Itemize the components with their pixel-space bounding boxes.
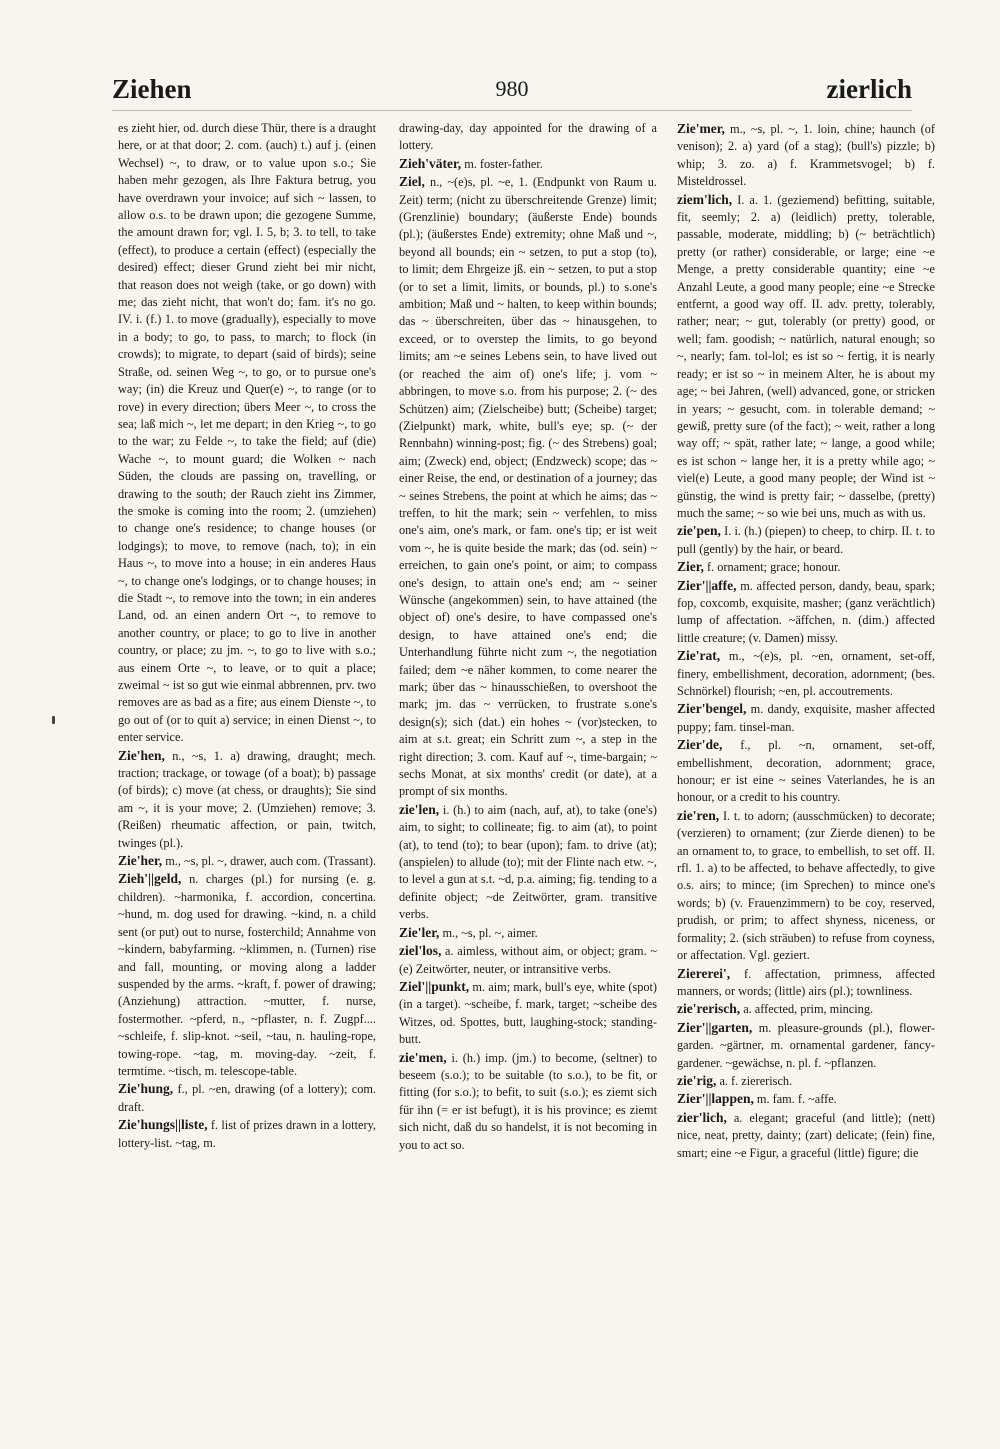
entry-headword: zier'lich, [677,1109,727,1125]
entry-definition: m. fam. f. ~affe. [756,1092,837,1107]
dictionary-entry [399,173,657,801]
entry-definition: m., ~s, pl. ~, drawer, auch com. (Trassant). [165,854,376,869]
entry-definition: n., ~(e)s, pl. ~e, 1. (Endpunkt von Raum u. Zeit) term; (nicht zu überschreitende Grenze) limit; (Grenzlinie) boundary; (äußerste Ende) bounds (pl.); (äußerstes Ende) extremity; ohne Maß und ~, beyond all bounds; ein ~ setzen, to put a stop (to), to limit; dem Ehrgeize jß. ein ~ setzen, to put a stop (or to set a limit, limits, or bounds, pl.) to s.one's ambition; Maß und ~ halten, to keep within bounds; das ~ überschreiten, über das ~ hinausgehen, to exceed, or to overstep the limits, to go beyond limits; am ~e seines Lebens sein, to have lived out (or reached the aim of) one's life; j. vom ~ abbringen, to move s.o. from his purpose; 2. (~ des Schützen) aim; (Zielscheibe) butt; (Scheibe) target; (Zielpunkt) mark, white, bull's eye; sp. (~ der Rennbahn) winning-post; fig. (~ des Strebens) goal; aim; (Zweck) end, object; (Endzweck) scope; das ~ einer Reise, the end, or destination of a journey; das ~ seines Strebens, the point at which he aims; das ~ treffen, to hit the mark; sein ~ verfehlen, to miss one's aim, one's mark, or fam. one's tip; er ist weit vom ~, he is quite beside the mark; das (od. sein) ~ erreichen, to gain one's point, or aim; to compass one's design, to attain one's end; am ~ seiner Wünsche (angekommen) sein, to have attained (the object of) one's desire, to have compassed one's design, to have attained one's end; die Unterhandlung führte nicht zum ~, the negotiation failed; dem ~e näher kommen, to come nearer the mark; über das ~ hinausschießen, to overshoot the mark; jm. das ~ verrücken, to frustrate s.one's design(s); sich (dat.) ein hohes ~ (vor)stecken, to aim at s.t. great; ein Schritt zum ~, a step in the right direction; 3. com. Kauf auf ~, time-bargain; ~ sechs Monat, at six months' credit (or date), at a prompt of six months. [399,175,657,799]
entry-headword: Zie'hen, [118,747,165,763]
entry-definition: m. dandy, exquisite, masher affected puppy; fam. tinsel-man. [677,702,935,734]
entry-definition: m., ~s, pl. ~, aimer. [442,925,538,940]
dictionary-entry [118,852,376,870]
entry-definition: f., pl. ~n, ornament, set-off, embellishment, decoration, adornment; grace, honour; er ist eine ~ seines Vaterlandes, he is an honour, or a credit to his country. [677,738,935,805]
entry-definition: a. f. ziererisch. [719,1073,793,1088]
entry-headword: Zie'her, [118,853,163,869]
entry-definition: m. aim; mark, bull's eye, white (spot) (in a target). ~scheibe, f. mark, target; ~scheibe des Witzes, od. Spottes, butt, laughing-stock; standing-butt. [399,979,657,1047]
dictionary-entry [399,978,657,1049]
entry-headword: Ziel, [399,174,425,190]
column-2 [399,120,657,1320]
left-running-headword: Ziehen [112,74,192,104]
entry-headword: zie'rerisch, [677,1001,741,1017]
entry-headword: Zieh'väter, [399,155,462,171]
entry-definition: f. ornament; grace; honour. [706,560,841,575]
dictionary-entry [677,1072,935,1090]
dictionary-entry [118,747,376,852]
dictionary-entry [677,965,935,1001]
entry-headword: Zier'de, [677,737,723,753]
entry-headword: Zie'rat, [677,648,721,664]
entry-definition: m. foster-father. [464,156,543,171]
entry-definition: n. charges (pl.) for nursing (e. g. children). ~harmonika, f. accordion, concertina. ~hund, m. dog used for drawing. ~kind, n. a child sent (or put) out to nurse, fosterchild; Annahme von ~kindern, babyfarming. ~klimmen, n. (Turnen) rise and fall, mounting, or moving along a ladder suspended by the arms. ~kraft, f. power of drawing; (Anziehung) attraction. ~mutter, f. nurse, fostermother. ~pferd, n., ~pflaster, n. f. Zugpf.... ~schleife, f. slip-knot. ~seil, ~tau, n. hauling-rope, towing-rope. ~tag, m. moving-day. ~zeit, f. termtime. ~tisch, m. telescope-table. [118,872,376,1078]
dictionary-entry [399,1049,657,1154]
dictionary-entry [677,807,935,965]
entry-headword: Ziererei', [677,965,731,981]
entry-headword: Zier'||lappen, [677,1091,754,1107]
dictionary-entry [677,1019,935,1072]
column-1 [118,120,376,1320]
entry-definition: m. pleasure-grounds (pl.), flower-garden. ~gärtner, m. ornamental gardener, fancy-gardener. ~gewächse, n. pl. f. ~pflanzen. [677,1020,935,1070]
continuation-text: es zieht hier, od. durch diese Thür, there is a draught here, or at that door; 2. com. (auch) t.) auf j. (einen Wechsel) ~, to draw, or to value upon s.o.; Sie haben mehr gezogen, als Ihre Faktura betrug, you have overdrawn your invoice; auf sich ~ lassen, to allow o.s. to be drawn upon; die gezogene Summe, the amount drawn for; vgl. I. 5, b; 3. to tell, to take (effect), to produce a certain (effect) (especially the desired) effect; dieser Grund zieht bei mir nicht, that reason does not weigh (take, or go down) with me; das zieht nicht, that won't do; fam. it's no go. IV. i. (f.) 1. to move (gradually), especially to move in a body; to go, to pass, to march; to flock (in crowds); to migrate, to depart (said of birds); seine Straße, od. seinen Weg ~, to go, or to pursue one's way; (in) die Kreuz und Quer(e) ~, to range (or to rove) in every direction; übers Meer ~, to cross the sea; laß mich ~, let me depart; in den Krieg ~, to go to the war; zu Felde ~, to take the field; auf (die) Wache ~, to mount guard; die Wolken ~ nach Süden, the clouds are passing on, travelling, or drawing to the south; der Rauch zieht ins Zimmer, the smoke is coming into the room; 2. (umziehen) to change one's residence; to change houses (or lodgings); to move, to remove (nach, to); in ein Haus ~, to move into a house; in ein anderes Haus ~, to change one's lodgings, or to change houses; in die Stadt ~, to remove into the town; in ein anderes Land, od. an einen andern Ort ~, to remove to another country, or place; to go to live in another country, or place; zu jm. ~, to go to live with s.o.; aus einem Orte ~, to leave, or to quit a place; zweimal ~ ist so gut wie einmal abbrennen, prv. two removes are as bad as a fire; aus einem Dienste ~, to go out of (or to quit a) service; in einen Dienst ~, to enter service. [118,121,376,745]
dictionary-entry [677,191,935,523]
dictionary-entry [677,1109,935,1162]
entry-headword: zie'rig, [677,1072,717,1088]
dictionary-entry [677,647,935,700]
dictionary-entry [677,577,935,648]
right-running-headword: zierlich [826,74,912,104]
entry-definition: m., ~s, pl. ~, 1. loin, chine; haunch (of venison); 2. a) yard (of a stag); (bull's) pizzle; b) whip; 3. zo. a) f. Krammetsvogel; b) f. Misteldrossel. [677,122,935,189]
entry-definition: a. elegant; graceful (and little); (nett) nice, neat, pretty, dainty; (zart) delicate; (fein) fine, smart; eine ~e Figur, a graceful (little) figure; die [677,1110,935,1160]
page-header [112,74,912,108]
dictionary-entry [399,801,657,924]
entry-headword: zie'pen, [677,523,721,539]
entry-definition: i. (h.) imp. (jm.) to become, (seltner) to beseem (s.o.); to be suitable (to s.o.), to be fit, or fitting (for s.o.); to befit, to suit (s.o.); es ziemt sich für ihn (= er ist befugt), it is his province; es ziemt sich nicht, daß du so handelst, it is not becoming in you to act so. [399,1050,657,1152]
entry-headword: Zieh'||geld, [118,871,182,887]
entry-headword: Zier'||affe, [677,577,737,593]
dictionary-entry [677,736,935,807]
dictionary-entry [677,522,935,558]
header-rule [112,110,912,111]
entry-headword: Zier, [677,559,704,575]
entry-headword: Zie'hung, [118,1081,174,1097]
entry-headword: zie'men, [399,1049,447,1065]
entry-headword: Zier'||garten, [677,1019,753,1035]
dictionary-entry [677,120,935,191]
dictionary-entry [399,155,657,173]
entry-definition: f., pl. ~en, drawing (of a lottery); com. draft. [118,1082,376,1114]
entry-definition: I. i. (h.) (piepen) to cheep, to chirp. II. t. to pull (gently) by the hair, or beard. [677,524,935,556]
dictionary-entry [399,942,657,978]
entry-headword: Zie'mer, [677,121,725,136]
entry-headword: ziem'lich, [677,191,733,207]
dictionary-entry [677,558,935,576]
page-number: 980 [495,76,529,101]
entry-definition: f. list of prizes drawn in a lottery, lottery-list. ~tag, m. [118,1118,376,1150]
entry-definition: m. affected person, dandy, beau, spark; fop, coxcomb, exquisite, masher; (ganz verächtlich) lump of affectation. ~äffchen, n. (dim.) affected little creature; (v. Damen) missy. [677,578,935,645]
entry-definition: I. a. 1. (geziemend) befitting, suitable, fit, seemly; 2. a) (leidlich) pretty, tolerable, passable, moderate, middling; b) (~ beträchtlich) pretty (or rather) considerable, or large; eine ~e Menge, a pretty considerable quantity; eine ~e Anzahl Leute, a good many people; eine ~e Strecke entfernt, a good way off. II. adv. pretty, tolerably, rather; near; ~ gut, tolerably (or pretty) good, or well; fam. goodish; ~ natürlich, natural enough; so ~, nearly; fam. tol-lol; es ist so ~ fertig, it is nearly ready; er ist so ~ in meinem Alter, he is about my age; ~ bei Jahren, (well) advanced, gone, or stricken in years; ~ gesucht, com. in tolerable demand; ~ gewiß, pretty sure (of the fact); ~ weit, rather a long way off; ~ spät, rather late; ~ lange, a good while; es ist schon ~ lange her, it is a pretty while ago; ~ viel(e) Leute, a good many people; der Wind ist ~ günstig, the wind is pretty fair; ~ dasselbe, (pretty) much the same; ~ so wie bei uns, much as with us. [677,192,935,520]
entry-headword: Ziel'||punkt, [399,978,470,994]
entry-definition: n., ~s, 1. a) drawing, draught; mech. traction; trackage, or towage (of a boat); b) passage (of birds); c) move (at chess, or draughts); Sie sind am ~, it is your move; 2. (Umziehen) remove; 3. (Reißen) rheumatic affection, or pain, twitch, twinges (pl.). [118,748,376,850]
entry-definition: f. affectation, primness, affected manners, or words; (little) airs (pl.); townliness. [677,966,935,998]
dictionary-entry [677,1090,935,1108]
dictionary-entry [399,924,657,942]
dictionary-entry [677,700,935,736]
entry-definition: m., ~(e)s, pl. ~en, ornament, set-off, finery, embellishment, decoration, adornment; (bes. Schnörkel) flourish; ~en, pl. accoutrements. [677,649,935,698]
entry-definition: a. aimless, without aim, or object; gram. ~(e) Zeitwörter, neuter, or intransitive verbs. [399,944,657,976]
entry-definition: I. t. to adorn; (ausschmücken) to decorate; (verzieren) to ornament; (zur Zierde dienen) to be an ornament to, to grace, to embellish, to set off. II. rfl. 1. a) to be affected, to behave affectedly, to give o.s. airs; to mince; (im Sprechen) to mince one's words; b) (v. Frauenzimmern) to be coy, reserved, prudish, or prim; to affect shyness, niceness, or formality; 2. (sich sträuben) to refuse from coyness, or affectation. Vgl. geziert. [677,808,935,963]
entry-headword: zie'ren, [677,807,720,823]
entry-definition: i. (h.) to aim (nach, auf, at), to take (one's) aim, to sight; to collineate; fig. to aim (at), to point (at), to tend (to); to bear (upon); fam. to drive (at); (anspielen) to allude (to); mit der Flinte nach etw. ~, to level a gun at s.t. ~d, p.a. aiming; fig. tending to a definite object; ~de Zeitwörter, gram. transitive verbs. [399,802,657,922]
entry-headword: zie'len, [399,801,440,817]
entry-headword: Zie'ler, [399,924,440,940]
continuation-text: drawing-day, day appointed for the drawing of a lottery. [399,121,657,153]
entry-headword: Zie'hungs||liste, [118,1117,208,1133]
margin-mark [52,716,55,724]
dictionary-entry [118,870,376,1080]
entry-headword: ziel'los, [399,943,442,959]
entry-headword: Zier'bengel, [677,701,747,717]
dictionary-entry [118,1080,376,1116]
entry-definition: a. affected, prim, mincing. [743,1002,874,1017]
column-3 [677,120,935,1320]
dictionary-entry [118,1116,376,1152]
dictionary-entry [677,1000,935,1018]
